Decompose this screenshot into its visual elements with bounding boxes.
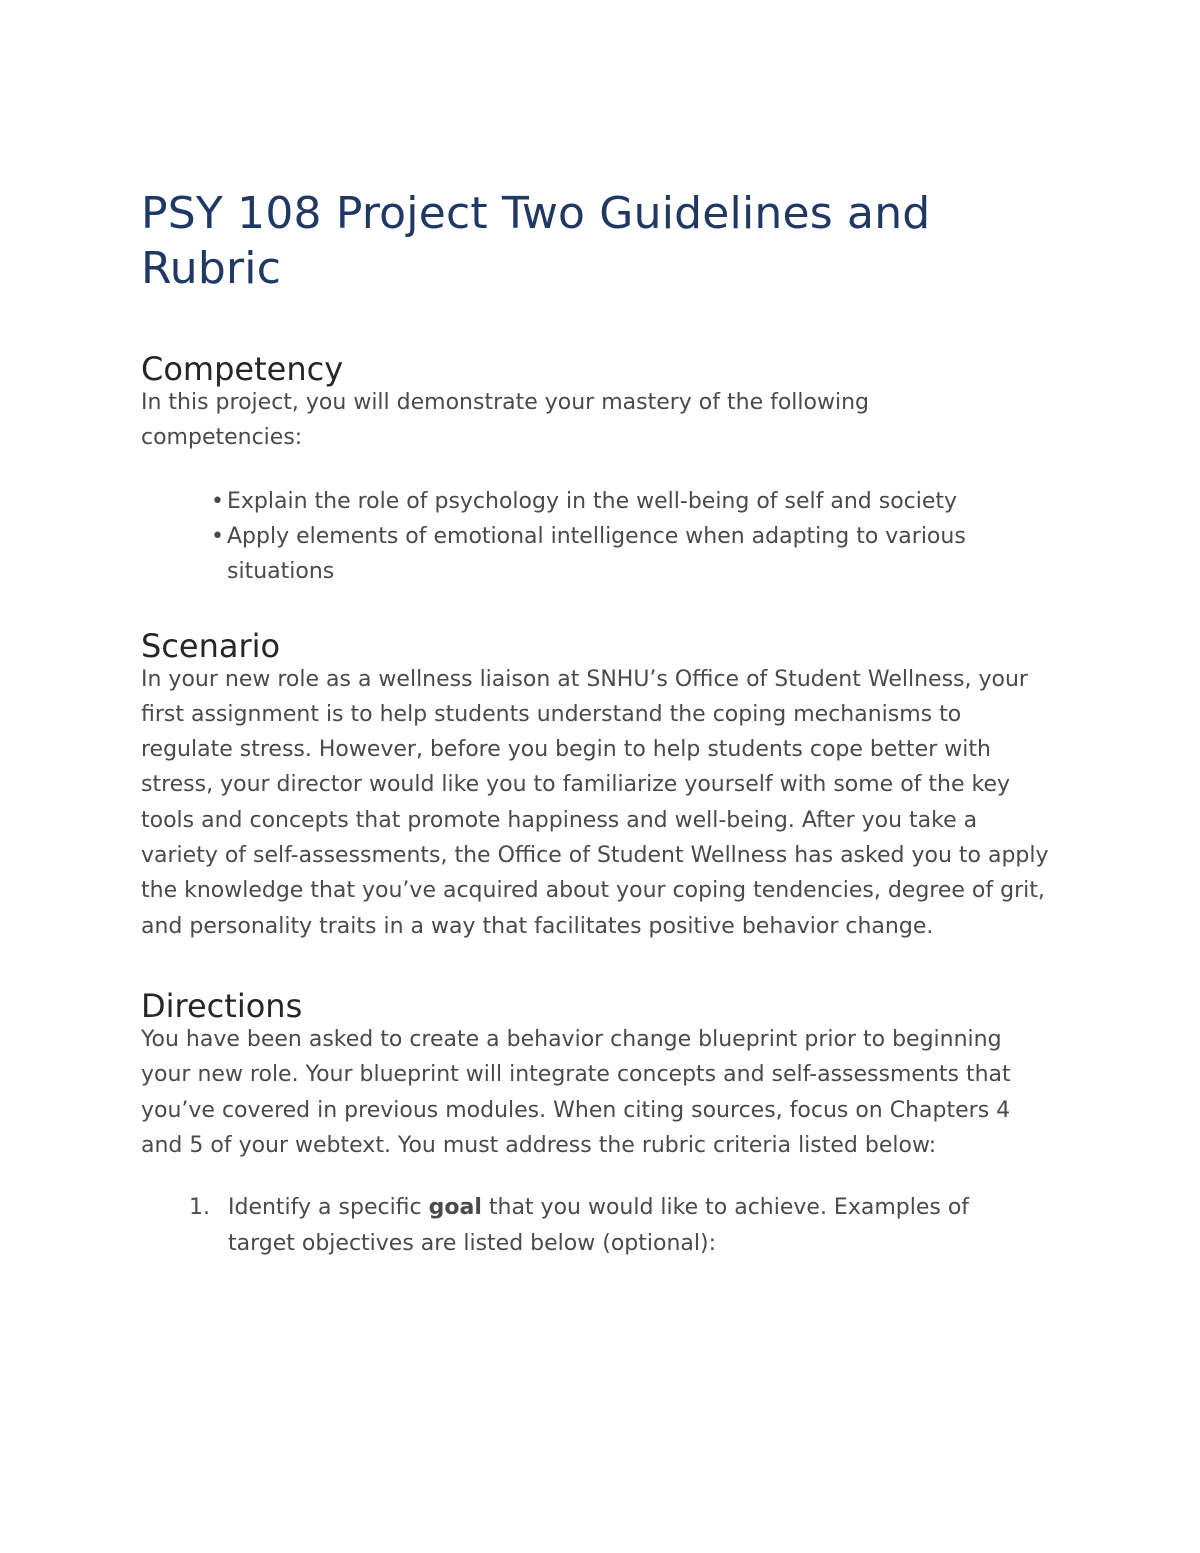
- scenario-heading: Scenario: [141, 626, 281, 665]
- step-text-before: Identify a specific: [228, 1195, 429, 1221]
- directions-heading: Directions: [141, 986, 303, 1025]
- scenario-body: In your new role as a wellness liaison at SNHU’s Office of Student Wellness, your first assignment is to help students understand the coping mechanisms to regulate stress. However, before you begin to help students cope better with stress, your director would like you to familiarize yourself with some of the key tools and concepts that promote happiness and well-being. After you take a variety of self-assessments, the Office of Student Wellness has asked you to apply the knowledge that you’ve acquired about your coping tendencies, degree of grit, and personality traits in a way that facilitates positive behavior change.: [141, 666, 1049, 939]
- document-title: PSY 108 Project Two Guidelines and Rubric: [141, 188, 931, 294]
- competency-heading: Competency: [141, 350, 344, 388]
- competency-intro: In this project, you will demonstrate your mastery of the following competencies:: [141, 390, 869, 451]
- list-item: [141, 519, 987, 589]
- step-text-after: that you would like to achieve. Examples of target objectives are listed below (optional):: [228, 1195, 970, 1256]
- bullet-icon: •: [211, 488, 224, 514]
- step-bold-term: goal: [428, 1195, 482, 1221]
- directions-steps: [141, 1190, 1061, 1261]
- directions-body: You have been asked to create a behavior change blueprint prior to beginning your new role. Your blueprint will integrate concepts and self-assessments that you’ve covered in previous modules. When citing sources, focus on Chapters 4 and 5 of your webtext. You must address the rubric criteria listed below:: [141, 1026, 1011, 1158]
- list-item: [141, 484, 1061, 519]
- document-page: [141, 186, 1061, 1261]
- competency-bullet-2: Apply elements of emotional intelligence when adapting to various situations: [227, 523, 966, 584]
- step-number: 1.: [189, 1195, 210, 1221]
- competency-bullet-1: Explain the role of psychology in the well-being of self and society: [227, 488, 958, 514]
- competency-list: [141, 484, 1061, 589]
- bullet-icon: •: [211, 523, 224, 549]
- list-item: [141, 1190, 1028, 1261]
